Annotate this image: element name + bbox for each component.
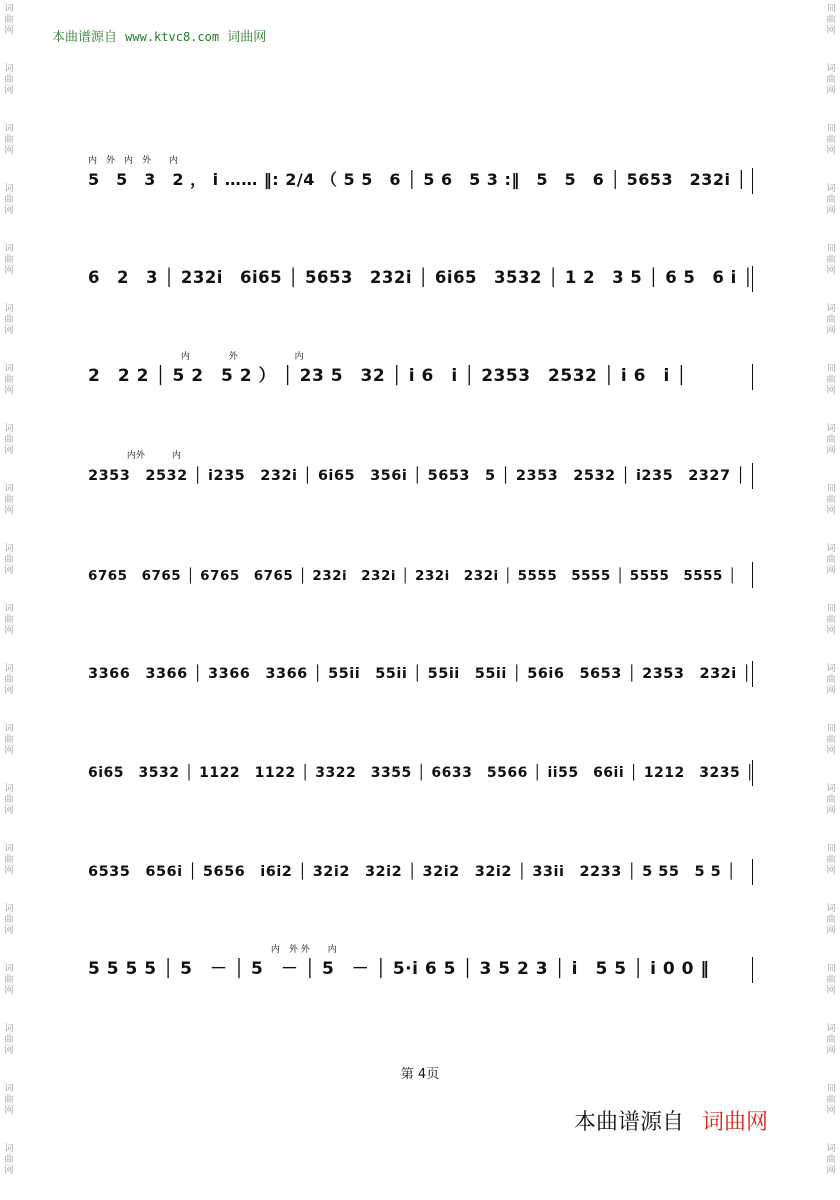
watermark-glyph-group: 词 曲 网 xyxy=(4,784,14,816)
notation-text: 6765 6765 │ 6765 6765 │ 232i 232i │ 232i 232i │ 5555 5555 │ 5555 5555 │ xyxy=(88,568,737,584)
watermark-glyph-group: 词 曲 网 xyxy=(4,244,14,276)
notation-text: 2353 2532 │ i235 232i │ 6i65 356i │ 5653 5 │ 2353 2532 │ i235 2327 │ xyxy=(88,468,746,484)
score-line xyxy=(88,148,760,208)
watermark-glyph-group: 词 曲 网 xyxy=(4,124,14,156)
watermark-glyph-group: 词 曲 网 xyxy=(826,1144,836,1176)
notation-text: 3366 3366 │ 3366 3366 │ 55ii 55ii │ 55ii 55ii │ 56i6 5653 │ 2353 232i │ xyxy=(88,666,752,682)
watermark-glyph-group: 词 曲 网 xyxy=(826,724,836,756)
header-site: 词曲网 xyxy=(227,30,267,45)
page-number: 第 4页 xyxy=(400,1067,440,1082)
watermark-glyph-group: 词 曲 网 xyxy=(4,4,14,36)
header-prefix: 本曲谱源自 xyxy=(52,30,118,45)
technique-marks: 内 外 内 外 内 xyxy=(88,156,179,166)
watermark-glyph-group: 词 曲 网 xyxy=(826,904,836,936)
barline xyxy=(752,463,753,489)
watermark-glyph-group: 词 曲 网 xyxy=(4,604,14,636)
score-line xyxy=(88,443,760,503)
watermark-glyph-group: 词 曲 网 xyxy=(4,964,14,996)
watermark-glyph-group: 词 曲 网 xyxy=(4,844,14,876)
watermark-glyph-group: 词 曲 网 xyxy=(4,184,14,216)
barline xyxy=(752,266,753,292)
watermark-glyph-group: 词 曲 网 xyxy=(4,1144,14,1176)
watermark-glyph-group: 词 曲 网 xyxy=(826,4,836,36)
watermark-glyph-group: 词 曲 网 xyxy=(4,424,14,456)
watermark-glyph-group: 词 曲 网 xyxy=(826,784,836,816)
watermark-glyph-group: 词 曲 网 xyxy=(826,844,836,876)
notation-text: 6i65 3532 │ 1122 1122 │ 3322 3355 │ 6633 5566 │ ii55 66ii │ 1212 3235 │ xyxy=(88,765,755,781)
barline xyxy=(752,859,753,885)
score-line xyxy=(88,839,760,899)
score-line xyxy=(88,542,760,602)
barline xyxy=(752,168,753,194)
watermark-glyph-group: 词 曲 网 xyxy=(4,304,14,336)
notation-text: 2 2 2 │ 5 2 5 2 ） │ 23 5 32 │ i 6 i │ 2353 2532 │ i 6 i │ xyxy=(88,366,687,386)
watermark-glyph-group: 词 曲 网 xyxy=(4,484,14,516)
watermark-glyph-group: 词 曲 网 xyxy=(826,244,836,276)
watermark-glyph-group: 词 曲 网 xyxy=(4,544,14,576)
watermark-glyph-group: 词 曲 网 xyxy=(826,304,836,336)
watermark-glyph-group: 词 曲 网 xyxy=(826,664,836,696)
watermark-glyph-group: 词 曲 网 xyxy=(826,64,836,96)
watermark-glyph-group: 词 曲 网 xyxy=(4,724,14,756)
barline xyxy=(752,364,753,390)
watermark-glyph-group: 词 曲 网 xyxy=(826,124,836,156)
watermark-glyph-group: 词 曲 网 xyxy=(826,964,836,996)
page-footer xyxy=(574,1105,768,1136)
watermark-glyph-group: 词 曲 网 xyxy=(826,424,836,456)
notation-text: 5 5 3 2 ， i …… ‖: 2/4 （ 5 5 6 │ 5 6 5 3 :‖ 5 5 6 │ 5653 232i │ xyxy=(88,170,747,189)
watermark-glyph-group: 词 曲 网 xyxy=(4,64,14,96)
score-line xyxy=(88,344,760,404)
score-line xyxy=(88,641,760,701)
watermark-glyph-group: 词 曲 网 xyxy=(826,604,836,636)
technique-marks: 内 外 外 内 xyxy=(88,945,337,955)
technique-marks: 内外 内 xyxy=(88,451,181,461)
watermark-glyph-group: 词 曲 网 xyxy=(826,484,836,516)
watermark-glyph-group: 词 曲 网 xyxy=(4,364,14,396)
watermark-glyph-group: 词 曲 网 xyxy=(4,664,14,696)
watermark-glyph-group: 词 曲 网 xyxy=(4,1084,14,1116)
barline xyxy=(752,957,753,983)
header-url[interactable]: www.ktvc8.com xyxy=(125,30,220,44)
barline xyxy=(752,661,753,687)
barline xyxy=(752,562,753,588)
watermark-glyph-group: 词 曲 网 xyxy=(826,1024,836,1056)
footer-brand[interactable]: 词曲网 xyxy=(702,1110,769,1135)
watermark-glyph-group: 词 曲 网 xyxy=(826,184,836,216)
watermark-glyph-group: 词 曲 网 xyxy=(826,1084,836,1116)
watermark-glyph-group: 词 曲 网 xyxy=(826,364,836,396)
notation-text: 6 2 3 │ 232i 6i65 │ 5653 232i │ 6i65 3532 │ 1 2 3 5 │ 6 5 6 i │ xyxy=(88,268,754,287)
barline xyxy=(752,760,753,786)
score-line xyxy=(88,246,760,306)
notation-text: 6535 656i │ 5656 i6i2 │ 32i2 32i2 │ 32i2 32i2 │ 33ii 2233 │ 5 55 5 5 │ xyxy=(88,864,736,880)
score-line xyxy=(88,937,760,997)
watermark-glyph-group: 词 曲 网 xyxy=(4,904,14,936)
footer-prefix: 本曲谱源自 xyxy=(574,1110,685,1135)
watermark-glyph-group: 词 曲 网 xyxy=(4,1024,14,1056)
score-line xyxy=(88,740,760,800)
technique-marks: 内 外 内 xyxy=(88,352,304,362)
notation-text: 5 5 5 5 │ 5 － │ 5 － │ 5 － │ 5·i 6 5 │ 3 5 2 3 │ i 5 5 │ i 0 0 ‖ xyxy=(88,959,710,979)
watermark-glyph-group: 词 曲 网 xyxy=(826,544,836,576)
